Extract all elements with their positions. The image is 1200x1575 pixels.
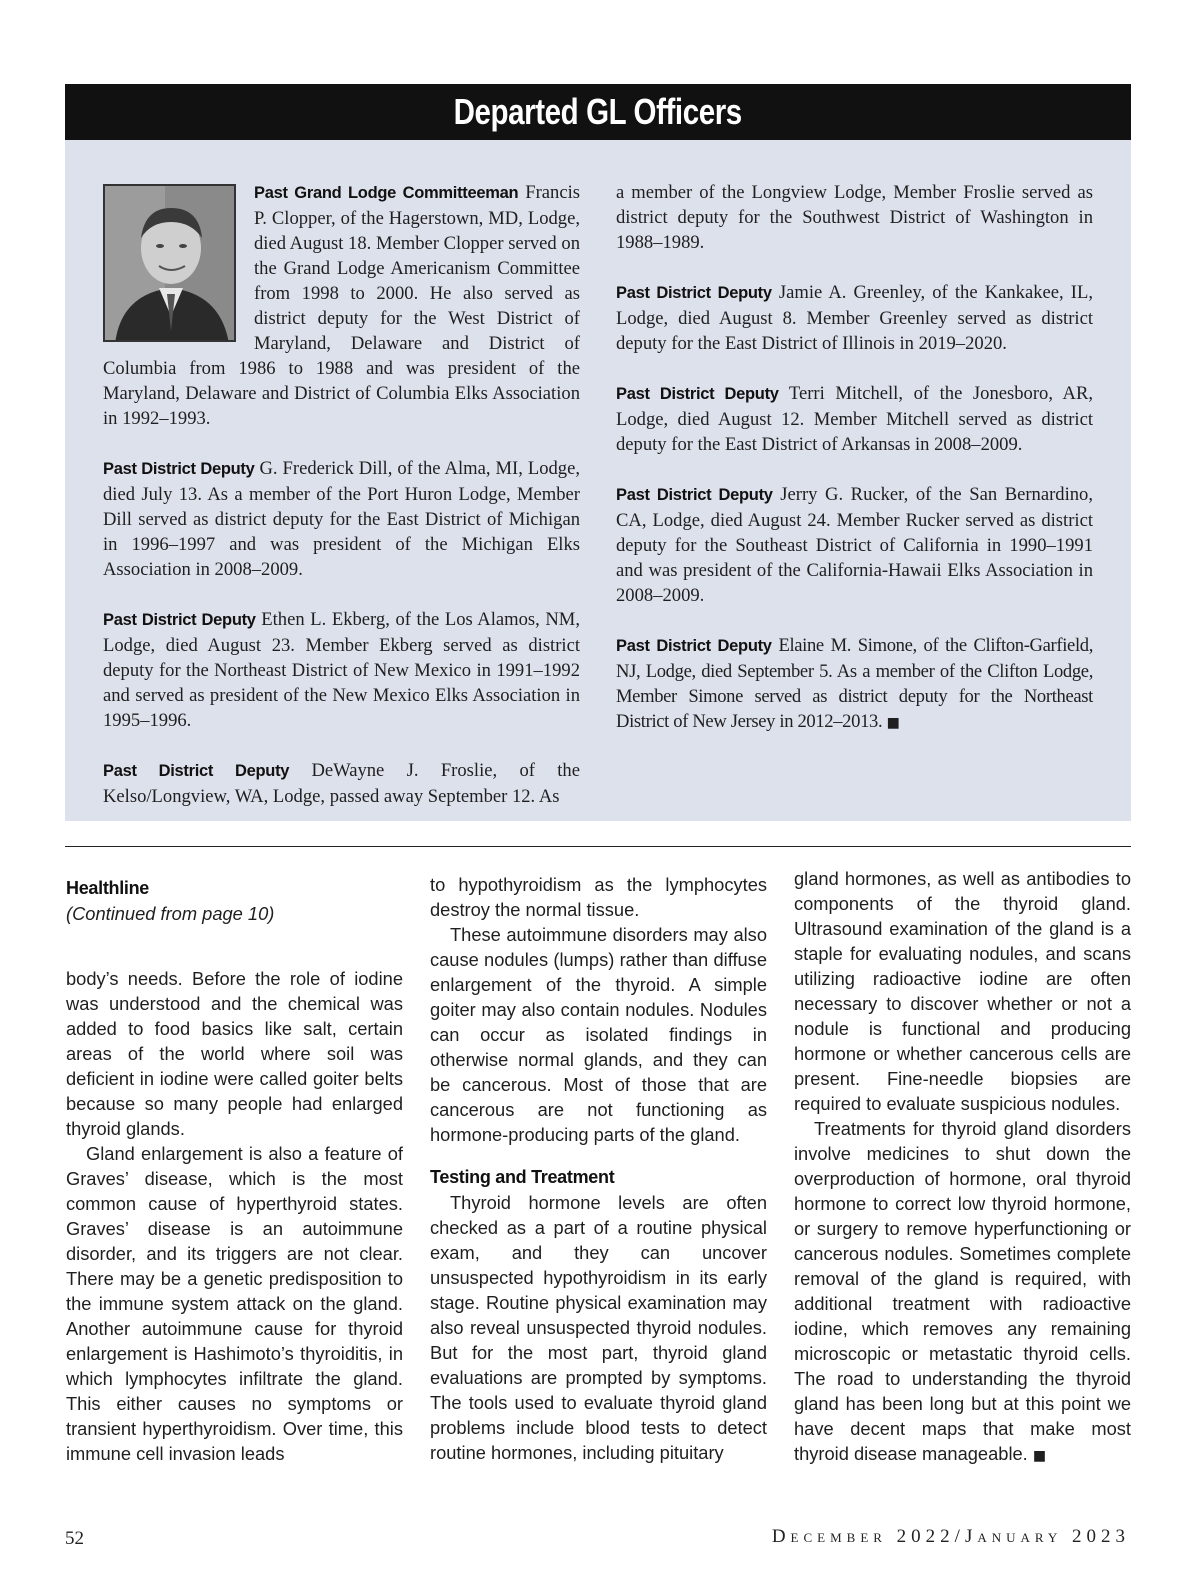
healthline-heading: Healthline [66, 878, 150, 898]
obituary-entry [616, 381, 1093, 457]
entry-text: G. Frederick Dill, of the Alma, MI, Lodge, died July 13. As a member of the Port Huron Lodge, Member Dill served as district deputy for the East District of Michigan in 1996–1997 and was president of the Michigan Elks Association in 2008–2009. [103, 458, 580, 580]
paragraph-text: Treatments for thyroid gland disorders involve medicines to shut down the overproduction of hormone, oral thyroid hormone to correct low thyroid hormone, or surgery to remove hyperfunctioning or cancerous nodules. Sometimes complete removal of the gland is required, with additional treatment with radioactive iodine, which removes any remaining microscopic or metastatic thyroid cells. The road to understanding the thyroid gland has been long but at this point we have decent maps that make most thyroid disease manageable. [794, 1118, 1131, 1464]
entry-text: Ethen L. Ekberg, of the Los Alamos, NM, Lodge, died August 23. Member Ekberg served as district deputy for the Northeast District of New Mexico in 1991–1992 and served as president of the New Mexico Elks Association in 1995–1996. [103, 609, 580, 731]
end-mark: ■ [1032, 1448, 1047, 1464]
article-paragraph: to hypothyroidism as the lymphocytes destroy the normal tissue. [430, 874, 767, 920]
entry-text: Elaine M. Simone, of the Clifton-Garfield, NJ, Lodge, died September 5. As a member of the Clifton Lodge, Member Simone served as district deputy for the Northeast District of New Jersey in 2012–2013. [616, 635, 1094, 732]
obituary-entry [103, 456, 580, 582]
obituary-entry [616, 280, 1093, 356]
obituary-entry [103, 607, 580, 733]
article-paragraph: body’s needs. Before the role of iodine was understood and the chemical was added to food basics like salt, certain areas of the world where soil was deficient in iodine were called goiter belts because so many people had enlarged thyroid glands. [66, 968, 403, 1139]
healthline-column-1 [66, 876, 403, 1466]
obituary-entry [616, 633, 1093, 736]
obituary-entry [103, 758, 580, 809]
entry-title: Past District Deputy [616, 385, 779, 403]
entry-text: Francis P. Clopper, of the Hagerstown, MD, Lodge, died August 18. Member Clopper served on the Grand Lodge Americanism Committee from 1998 to 2000. He also served as district deputy for the West District of Maryland, Delaware and District of Columbia from 1986 to 1988 and was president of the Maryland, Delaware and District of Columbia Elks Association in 1992–1993. [103, 182, 580, 429]
entry-title: Past District Deputy [616, 486, 773, 504]
portrait-photo [103, 184, 236, 342]
subheading: Testing and Treatment [430, 1167, 615, 1187]
article-paragraph: gland hormones, as well as antibodies to components of the thyroid gland. Ultrasound examination of the gland is a staple for evaluating nodules, and scans utilizing radioactive iodine are often necessary to discover whether or not a nodule is functional and producing hormone or whether cancerous cells are present. Fine-needle biopsies are required to evaluate suspicious nodules. [794, 868, 1131, 1114]
healthline-column-2 [430, 872, 767, 1465]
article-paragraph [794, 1116, 1131, 1469]
entry-title: Past District Deputy [616, 284, 772, 302]
article-paragraph: Gland enlargement is also a feature of Graves’ disease, which is the most common cause of hyperthyroid states. Graves’ disease is an autoimmune disorder, and its triggers are not clear. There may be a genetic predisposition to the immune system attack on the gland. Another autoimmune cause for thyroid enlargement is Hashimoto’s thyroiditis, in which lymphocytes infiltrate the gland. This either causes no symptoms or transient hyperthyroidism. Over time, this immune cell invasion leads [66, 1143, 403, 1464]
entry-title: Past District Deputy [103, 460, 255, 478]
issue-date: December 2022/January 2023 [771, 1526, 1130, 1547]
end-mark: ■ [886, 715, 900, 731]
entry-text: Terri Mitchell, of the Jonesboro, AR, Lodge, died August 12. Member Mitchell served as district deputy for the East District of Arkansas in 2008–2009. [616, 383, 1094, 455]
page-number: 52 [65, 1528, 84, 1549]
banner-title: Departed GL Officers [453, 91, 743, 132]
entry-title: Past Grand Lodge Committeeman [254, 184, 519, 202]
entry-text: DeWayne J. Froslie, of the Kelso/Longview, WA, Lodge, passed away September 12. As [103, 760, 580, 807]
obituary-entry [103, 180, 580, 431]
section-divider [65, 846, 1131, 847]
healthline-column-3 [794, 866, 1131, 1469]
departed-column-right [616, 180, 1093, 761]
continued-note: (Continued from page 10) [66, 903, 275, 924]
entry-title: Past District Deputy [103, 762, 290, 780]
obituary-entry-continued [616, 180, 1093, 255]
entry-text: a member of the Longview Lodge, Member Froslie served as district deputy for the Southwest District of Washington in 1988–1989. [616, 182, 1093, 253]
departed-column-left [103, 180, 580, 834]
entry-text: Jerry G. Rucker, of the San Bernardino, CA, Lodge, died August 24. Member Rucker served as district deputy for the Southeast District of California in 1990–1991 and was president of the California-Hawaii Elks Association in 2008–2009. [616, 484, 1094, 606]
article-paragraph: These autoimmune disorders may also cause nodules (lumps) rather than diffuse enlargement of the thyroid. A simple goiter may also contain nodules. Nodules can occur as isolated findings in otherwise normal glands, and they can be cancerous. Most of those that are cancerous are not functioning as hormone-producing parts of the gland. [430, 924, 767, 1145]
section-banner [65, 84, 1131, 140]
obituary-entry [616, 482, 1093, 608]
entry-title: Past District Deputy [616, 637, 772, 655]
article-paragraph: Thyroid hormone levels are often checked as a part of a routine physical exam, and they can uncover unsuspected hypothyroidism in its early stage. Routine physical examination may also reveal unsuspected thyroid nodules. But for the most part, thyroid gland evaluations are prompted by symptoms. The tools used to evaluate thyroid gland problems include blood tests to detect routine hormones, including pituitary [430, 1192, 767, 1463]
entry-text: Jamie A. Greenley, of the Kankakee, IL, Lodge, died August 8. Member Greenley served as district deputy for the East District of Illinois in 2019–2020. [616, 282, 1093, 354]
entry-title: Past District Deputy [103, 611, 256, 629]
